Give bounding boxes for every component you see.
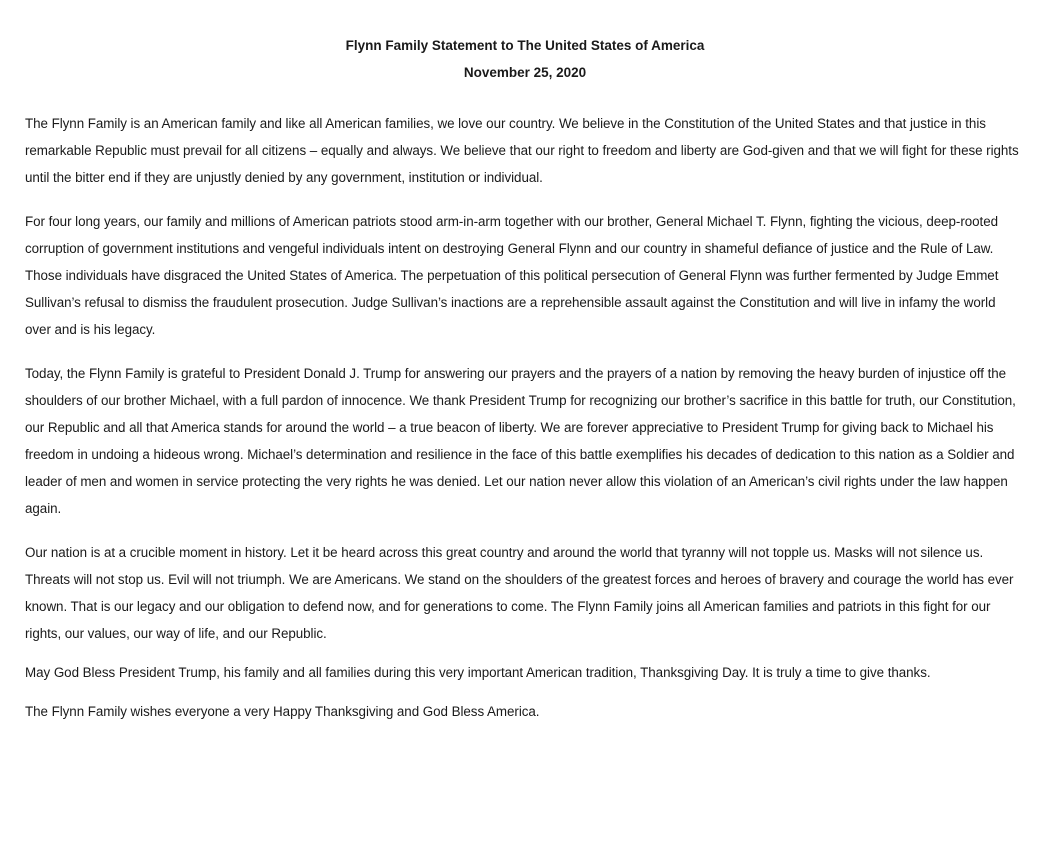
paragraph-5: May God Bless President Trump, his family and all families during this very important American tradition, Thanksgiving Day. It is truly a time to give thanks. [25, 665, 931, 680]
paragraph-4: Our nation is at a crucible moment in history. Let it be heard across this great country and around the world that tyranny will not topple us. Masks will not silence us. Threats will not stop us. Evil will not triumph. We are Americans. We stand on the shoulders of the greatest forces and heroes of bravery and courage the world has ever known. That is our legacy and our obligation to defend now, and for generations to come. The Flynn Family joins all American families and patriots in this fight for our rights, our values, our way of life, and our Republic. [25, 545, 1014, 641]
statement-date: November 25, 2020 [463, 65, 587, 80]
statement-title: Flynn Family Statement to The United States of America [345, 38, 705, 53]
paragraph-6: The Flynn Family wishes everyone a very Happy Thanksgiving and God Bless America. [25, 704, 540, 719]
statement-header [25, 32, 1025, 86]
paragraph-1: The Flynn Family is an American family and like all American families, we love our country. We believe in the Constitution of the United States and that justice in this remarkable Republic must prevail for all citizens – equally and always. We believe that our right to freedom and liberty are God-given and that we will fight for these rights until the bitter end if they are unjustly denied by any government, institution or individual. [25, 116, 1019, 185]
statement-document [25, 32, 1025, 742]
paragraph-2: For four long years, our family and millions of American patriots stood arm-in-arm together with our brother, General Michael T. Flynn, fighting the vicious, deep-rooted corruption of government institutions and vengeful individuals intent on destroying General Flynn and our country in shameful defiance of justice and the Rule of Law. Those individuals have disgraced the United States of America. The perpetuation of this political persecution of General Flynn was further fermented by Judge Emmet Sullivan’s refusal to dismiss the fraudulent prosecution. Judge Sullivan’s inactions are a reprehensible assault against the Constitution and will live in infamy the world over and is his legacy. [25, 214, 999, 337]
paragraph-3: Today, the Flynn Family is grateful to President Donald J. Trump for answering our prayers and the prayers of a nation by removing the heavy burden of injustice off the shoulders of our brother Michael, with a full pardon of innocence. We thank President Trump for recognizing our brother’s sacrifice in this battle for truth, our Constitution, our Republic and all that America stands for around the world – a true beacon of liberty. We are forever appreciative to President Trump for giving back to Michael his freedom in undoing a hideous wrong. Michael’s determination and resilience in the face of this battle exemplifies his decades of dedication to this nation as a Soldier and leader of men and women in service protecting the very rights he was denied. Let our nation never allow this violation of an American’s civil rights under the law happen again. [25, 366, 1016, 516]
